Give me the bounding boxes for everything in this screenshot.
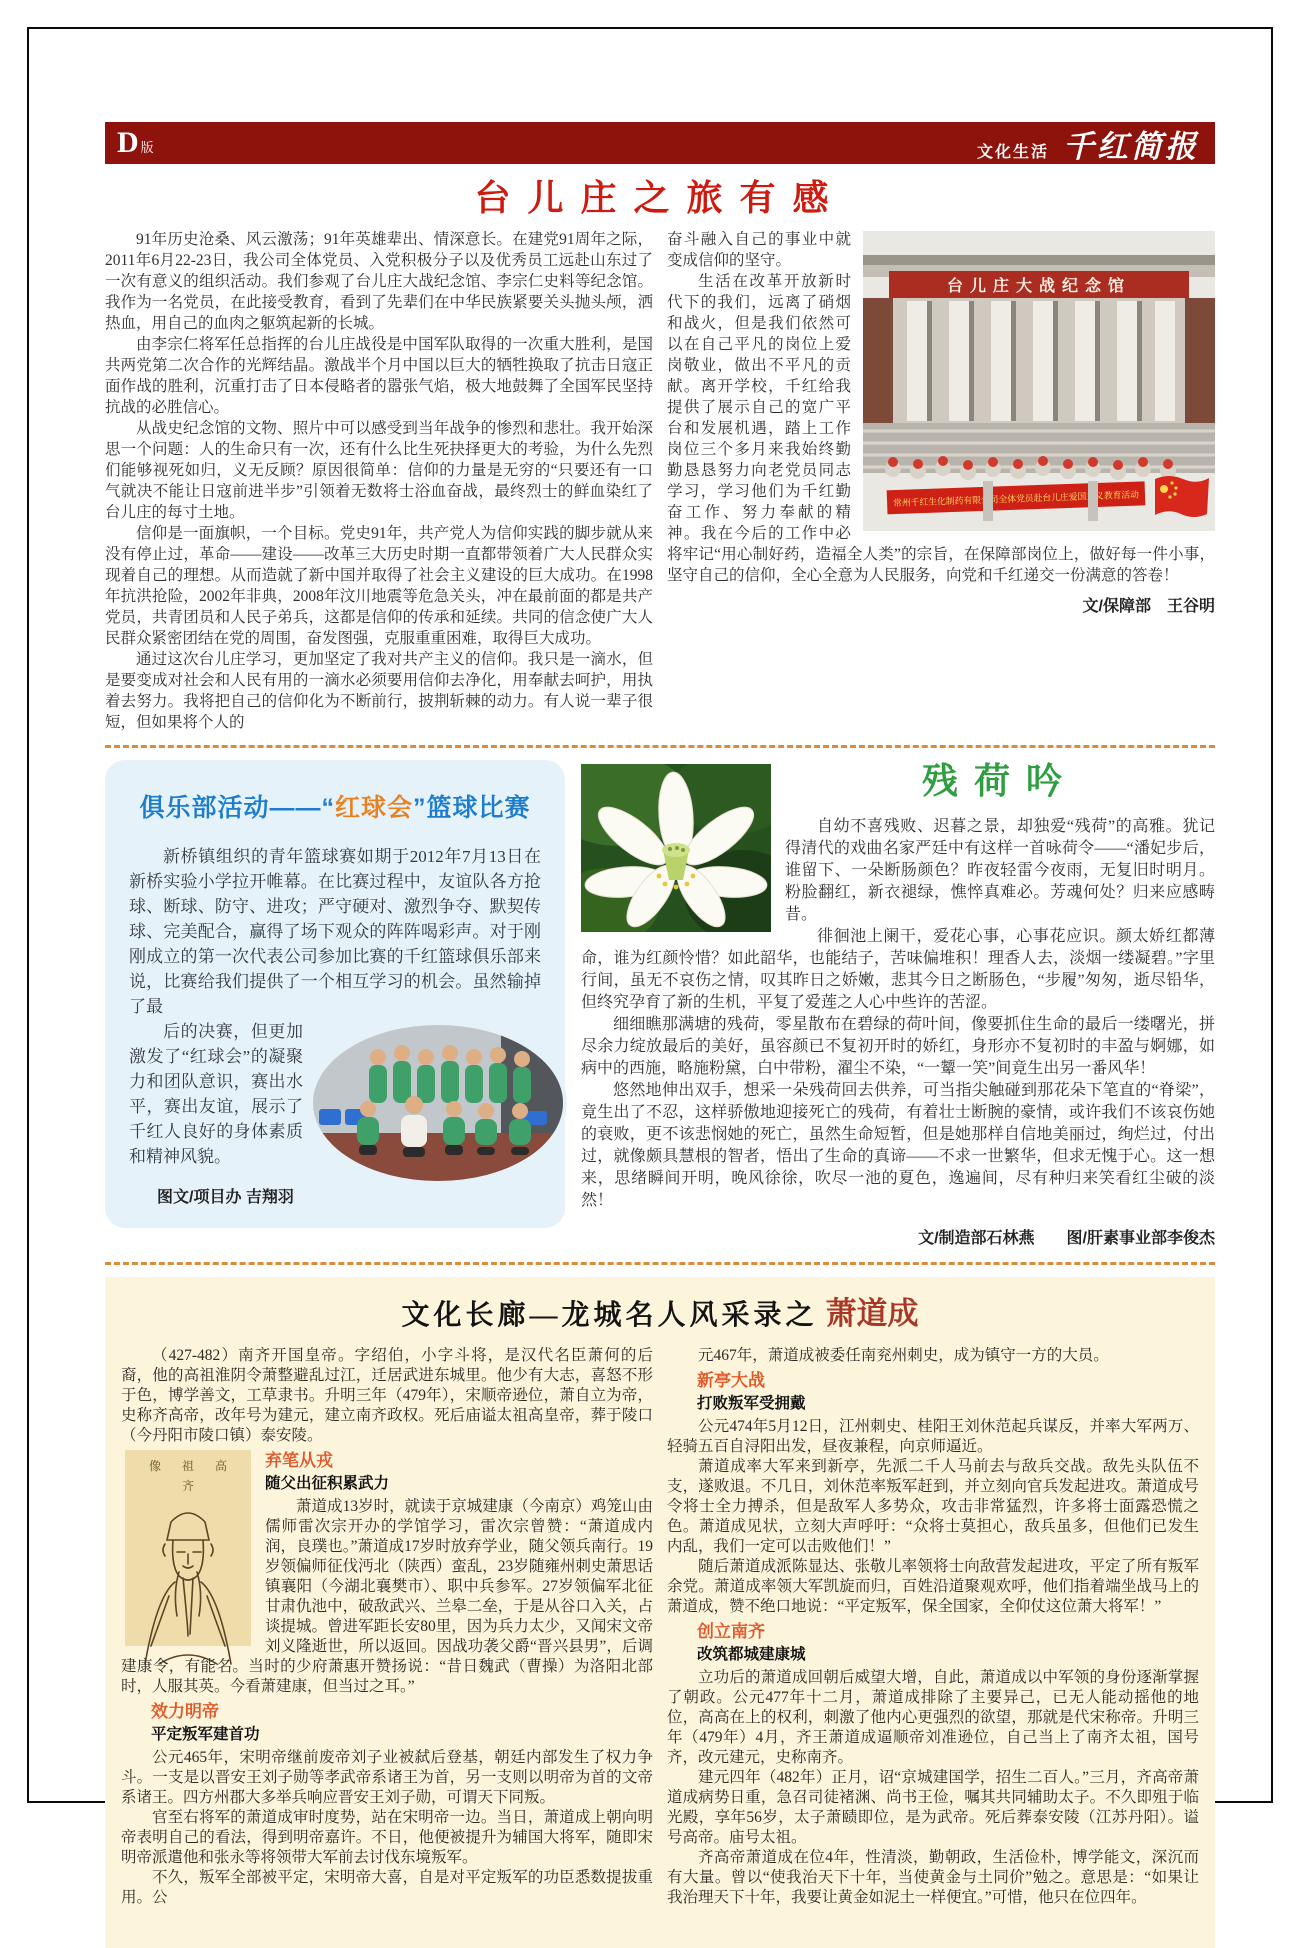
- team-photo: [313, 1025, 563, 1181]
- dashed-separator: [105, 745, 1215, 748]
- banner-text: 常州千红生化制药有限公司全体党员赴台儿庄爱国主义教育活动: [892, 489, 1146, 509]
- subhead-red: 弃笔从戎: [265, 1451, 333, 1471]
- section-label: 文化生活: [976, 143, 1049, 161]
- lotus-attribution: 文/制造部石林燕 图/肝素事业部李俊杰: [918, 1229, 1215, 1247]
- article1-attribution: 文/保障部 王谷明: [1082, 598, 1215, 616]
- article3-title-black: 文化长廊—龙城名人风采录之: [401, 1299, 818, 1331]
- article3-columns: [121, 1346, 1199, 1908]
- lotus-photo: [581, 764, 771, 932]
- paragraph: 建元四年（482年）正月，诏“京城建国学，招生二百人。”三月，齐高帝萧道成病势日重，急召司徒褚渊、尚书王俭，嘱其共同辅助太子。不久即殂于临光殿，享年56岁，太子萧赜即位，是为武帝。死后葬泰安陵（江苏丹阳）。谥号高帝。庙号太祖。: [667, 1769, 1199, 1847]
- paragraph: 信仰是一面旗帜，一个目标。党史91年，共产党人为信仰实践的脚步就从来没有停止过，革命——建设——改革三大历史时期一直都带领着广大人民群众实现着自己的理想。从而造就了新中国并取得了社会主义建设的巨大成功。在1998年抗洪抢险，2002年非典，2008年汶川地震等危急关头，冲在最前面的都是共产党员，共青团员和人民子弟兵，这都是信仰的传承和延续。共同的信念使广大人民群众紧密团结在党的周围，奋发图强，克服重重困难，取得巨大成功。: [105, 525, 653, 648]
- paragraph: 萧道成率大军来到新亭，先派二千人马前去与敌兵交战。敌先头队伍不支，遂败退。不几日，刘休范率叛军赶到，并立刻向官兵发起进攻。萧道成号令将士全力搏杀，但是敌军人多势众，攻击非常猛烈，许多将士面露恐慌之色。萧道成见状，立刻大声呼吁：“众将士莫担心，敌兵虽多，但他们已发生内乱，我们一定可以击败他们！”: [667, 1458, 1199, 1556]
- basketball-caption: 图文/项目办 吉翔羽: [157, 1189, 294, 1207]
- basketball-title-highlight: 红球会: [334, 794, 413, 823]
- paragraph: 公元474年5月12日，江州刺史、桂阳王刘休范起兵谋反，并率大军两万、轻骑五百自浔阳出发，昼夜兼程，向京师逼近。: [667, 1418, 1199, 1456]
- basketball-box: [105, 760, 565, 1228]
- paragraph: 徘徊池上阑干，爱花心事，心事花应识。颜太娇红都薄命，谁为红颜怜惜？如此韶华，也能结子，苦味偏堆积！理香人去，淡烟一缕凝碧。”字里行间，虽无不哀伤之情，叹其昨日之娇嫩，悲其今日之断肠色，“步履”匆匆，逝尽铅华，但终究孕育了新的生机，平复了爱莲之人心中些许的苦涩。: [581, 927, 1215, 1011]
- paragraph: 随后萧道成派陈显达、张敬儿率领将士向敌营发起进攻，平定了所有叛军余党。萧道成率领大军凯旋而归，百姓沿道聚观欢呼，他们指着端坐战马上的萧道成，赞不绝口地说：“平定叛军，保全国家，全仰仗这位萧大将军！”: [667, 1558, 1199, 1616]
- paragraph: 不久，叛军全部被平定，宋明帝大喜，自是对平定叛军的功臣悉数提拔重用。公: [121, 1869, 653, 1907]
- article1-title: 台儿庄之旅有感: [474, 178, 846, 218]
- page-header-bar: [105, 122, 1215, 164]
- paragraph: 公元465年，宋明帝继前废帝刘子业被弑后登基，朝廷内部发生了权力争斗。一支是以晋安王刘子勋等孝武帝系诸王为首，另一支则以明帝为首的文帝系诸王。四方州郡大多举兵响应晋安王刘子勋，可谓天下同叛。: [121, 1749, 653, 1807]
- memorial-photo: [863, 231, 1215, 531]
- paragraph: 由李宗仁将军任总指挥的台儿庄战役是中国军队取得的一次重大胜利，是国共两党第二次合作的光辉结晶。激战半个月中国以巨大的牺牲换取了抗击日寇正面作战的胜利，沉重打击了日本侵略者的嚣张气焰，极大地鼓舞了全国军民坚持抗战的必胜信心。: [105, 336, 653, 417]
- basketball-body: [129, 844, 541, 1210]
- subhead-red: 创立南齐: [697, 1622, 765, 1642]
- article1-right-column: [667, 229, 1215, 733]
- portrait-caption: 像 祖 高 齐: [148, 1459, 236, 1494]
- paragraph: 通过这次台儿庄学习，更加坚定了我对共产主义的信仰。我只是一滴水，但是要变成对社会和人民有用的一滴水必须要用信仰去净化，用奉献去呵护，用执着去努力。我将把自己的信仰化为不断前行，披荆斩棘的动力。有人说一辈子很短，但如果将个人的: [105, 651, 653, 732]
- basketball-title-prefix: 俱乐部活动——“: [139, 794, 335, 823]
- edition-ban: 版: [140, 140, 154, 155]
- paragraph: 立功后的萧道成回朝后威望大增，自此，萧道成以中军领的身份逐渐掌握了朝政。公元477年十二月，萧道成排除了主要异己，已无人能动摇他的地位，高高在上的权利，刺激了他内心更强烈的欲望，那就是代宋称帝。升明三年（479年）4月，齐王萧道成逼顺帝刘准逊位，自己当上了南齐太祖，国号齐，改元建元，史称南齐。: [667, 1669, 1199, 1767]
- china-flag: [1155, 476, 1209, 517]
- paragraph: 元467年，萧道成被委任南兖州刺史，成为镇守一方的大员。: [698, 1347, 1109, 1365]
- paragraph: 萧道成13岁时，就读于京城建康（今南京）鸡笼山由儒师雷次宗开办的学馆学习，雷次宗曾赞：“萧道成内润，良璞也。”萧道成17岁时放弃学业，随父领兵南行。19岁领偏师征伐沔北（陕西）蛮乱，23岁随雍州刺史萧思话镇襄阳（今湖北襄樊市）、职中兵参军。27岁领偏军北征甘肃仇池中，破敌武兴、兰皋二垒，于是从谷口入关，占谈提城。曾进军距长安80里，因为兵力太少，又闻宋文帝刘义隆逝世，所以返回。因战功袭父爵“晋兴县男”，后调建康令，有能名。当时的少府萧惠开赞扬说：“昔日魏武（曹操）为洛阳北部时，人服其英。今看萧建康，但当过之耳。”: [121, 1498, 653, 1696]
- paragraph: 悠然地伸出双手，想采一朵残荷回去供养，可当指尖触碰到那花朵下笔直的“脊梁”，竟生出了不忍，这样骄傲地迎接死亡的残荷，有着壮士断腕的豪情，或许我们不该哀伤她的衰败，更不该悲悯她的死亡，虽然生命短暂，但是她那样自信地美丽过，绚烂过，付出过，就像颇具慧根的智者，悟出了生命的真谛——不求一世繁华，但求无愧于心。这一想来，思绪瞬间开明，晚风徐徐，吹尽一池的夏色，逸遍间，尽有种归来笑看红尘破的淡然！: [581, 1081, 1215, 1209]
- paragraph: 官至右将军的萧道成审时度势，站在宋明帝一边。当日，萧道成上朝向明帝表明自己的看法，得到明帝嘉许。不日，他便被提升为辅国大将军，随即宋明帝派遣他和张永等将领带大军前去讨伐东境叛军。: [121, 1809, 653, 1867]
- subhead-bold: 平定叛军建首功: [151, 1726, 260, 1744]
- section2: [105, 760, 1215, 1249]
- article1-left-column: [105, 229, 653, 733]
- paragraph: 齐高帝萧道成在位4年，性清淡，勤朝政，生活俭朴，博学能文，深沉而有大量。曾以“使我治天下十年，当使黄金与土同价”勉之。意思是：“如果让我治理天下十年，我要让黄金如泥土一样便宜。”可惜，他只在位四年。: [667, 1849, 1199, 1907]
- memorial-sign-text: 台儿庄大战纪念馆: [946, 278, 1132, 296]
- subhead-bold: 随父出征积累武力: [265, 1475, 390, 1493]
- dashed-separator: [105, 1262, 1215, 1265]
- article3-title-red: 萧道成: [825, 1295, 919, 1331]
- paragraph: 自幼不喜残败、迟暮之景，却独爱“残荷”的高雅。犹记得清代的戏曲名家严廷中有这样一首咏荷令——“潘妃步后，谁留下、一朵断肠颜色？昨夜轻雷今夜雨，无复旧时明月。粉脸翻红，新衣褪绿，憔悴真难必。芳魂何处？归来应感畴昔。: [785, 817, 1215, 923]
- subhead-red: 效力明帝: [151, 1702, 219, 1722]
- paragraph: 新桥镇组织的青年篮球赛如期于2012年7月13日在新桥实验小学拉开帷幕。在比赛过程中，友谊队各方抢球、断球、防守、进攻；严守硬对、激烈争夺、默契传球、完美配合，赢得了场下观众的阵阵喝彩声。对于刚刚成立的第一次代表公司参加比赛的千红篮球俱乐部来说，比赛给我们提供了一个相互学习的机会。虽然输掉了最: [129, 847, 541, 1017]
- paragraph: 91年历史沧桑、风云激荡；91年英雄辈出、情深意长。在建党91周年之际，2011年6月22-23日，我公司全体党员、入党积极分子以及优秀员工远赴山东过了一次有意义的组织活动。我们参观了台儿庄大战纪念馆、李宗仁史料等纪念馆。我作为一名党员，在此接受教育，看到了先辈们在中华民族紧要关头抛头颅，洒热血，用自己的血肉之躯筑起新的长城。: [105, 231, 653, 333]
- article1-columns: [105, 229, 1215, 733]
- paragraph: （427-482）南齐开国皇帝。字绍伯，小字斗将，是汉代名臣萧何的后裔，他的高祖淮阴令萧整避乱过江，迁居武进东城里。他少有大志，喜怒不形于色，博学善文，工草隶书。升明三年（479年），宋顺帝逊位，萧自立为帝，史称齐高帝，改年号为建元，建立南齐政权。死后庙谥太祖高皇帝，葬于陵口（今丹阳市陵口镇）泰安陵。: [121, 1347, 653, 1445]
- culture-gallery-box: [105, 1277, 1215, 1948]
- paragraph: 从战史纪念馆的文物、照片中可以感受到当年战争的惨烈和悲壮。我开始深思一个问题：人的生命只有一次，还有什么比生死抉择更大的考验，为什么先烈们能够视死如归，义无反顾？原因很简单：信仰的力量是无穷的“只要还有一口气就决不能让日寇前进半步”引领着无数将士浴血奋战，最终烈士的鲜血染红了台儿庄的每寸土地。: [105, 420, 653, 522]
- lotus-title: 残荷吟: [921, 761, 1078, 802]
- subhead-bold: 打败叛军受拥戴: [697, 1395, 806, 1413]
- subhead-bold: 改筑都城建康城: [697, 1646, 806, 1664]
- paragraph: 生活在改革开放新时代下的我们，远离了硝烟和战火，但是我们依然可以在自己平凡的岗位上爱岗敬业，做出不平凡的贡献。离开学校，千红给我提供了展示自己的宽广平台和发展机遇，踏上工作岗位三个多月来我始终勤勤恳恳努力向老党员同志学习，学习他们为千红勤奋工作、努力奉献的精神。我在今后的工作中必将牢记“用心制好药，造福全人类”的宗旨，在保障部岗位上，做好每一件小事，坚守自己的信仰，全心全意为人民服务，向党和千红递交一份满意的答卷！: [667, 273, 1215, 585]
- article3-title: [121, 1295, 1199, 1333]
- basketball-title: [129, 788, 541, 824]
- masthead: [977, 121, 1199, 166]
- page-content: [105, 122, 1215, 1948]
- article3-right-column: [667, 1346, 1199, 1908]
- edition-letter: D: [117, 126, 139, 159]
- basketball-title-suffix: ”篮球比赛: [413, 794, 531, 823]
- paragraph: 后的决赛，但更加激发了“红球会”的凝聚力和团队意识，赛出水平，赛出友谊，展示了千红人良好的身体素质和精神风貌。: [129, 1022, 303, 1167]
- paragraph: 奋斗融入自己的事业中就变成信仰的坚守。: [667, 231, 851, 270]
- emperor-portrait: [125, 1450, 251, 1646]
- paragraph: 细细瞧那满塘的残荷，零星散布在碧绿的荷叶间，像要抓住生命的最后一缕曙光，拼尽余力绽放最后的美好，虽容颜已不复初开时的娇红，身形亦不复初时的丰盈与婀娜，如病中的西施，略施粉黛，白中带粉，濯尘不染，“一颦一笑”间竟生出另一番风华！: [581, 1015, 1215, 1077]
- lotus-article: [581, 760, 1215, 1249]
- subhead-red: 新亭大战: [697, 1371, 765, 1391]
- article3-left-column: [121, 1346, 653, 1908]
- newsletter-brand: 千红简报: [1063, 128, 1199, 164]
- edition-label: [117, 126, 154, 160]
